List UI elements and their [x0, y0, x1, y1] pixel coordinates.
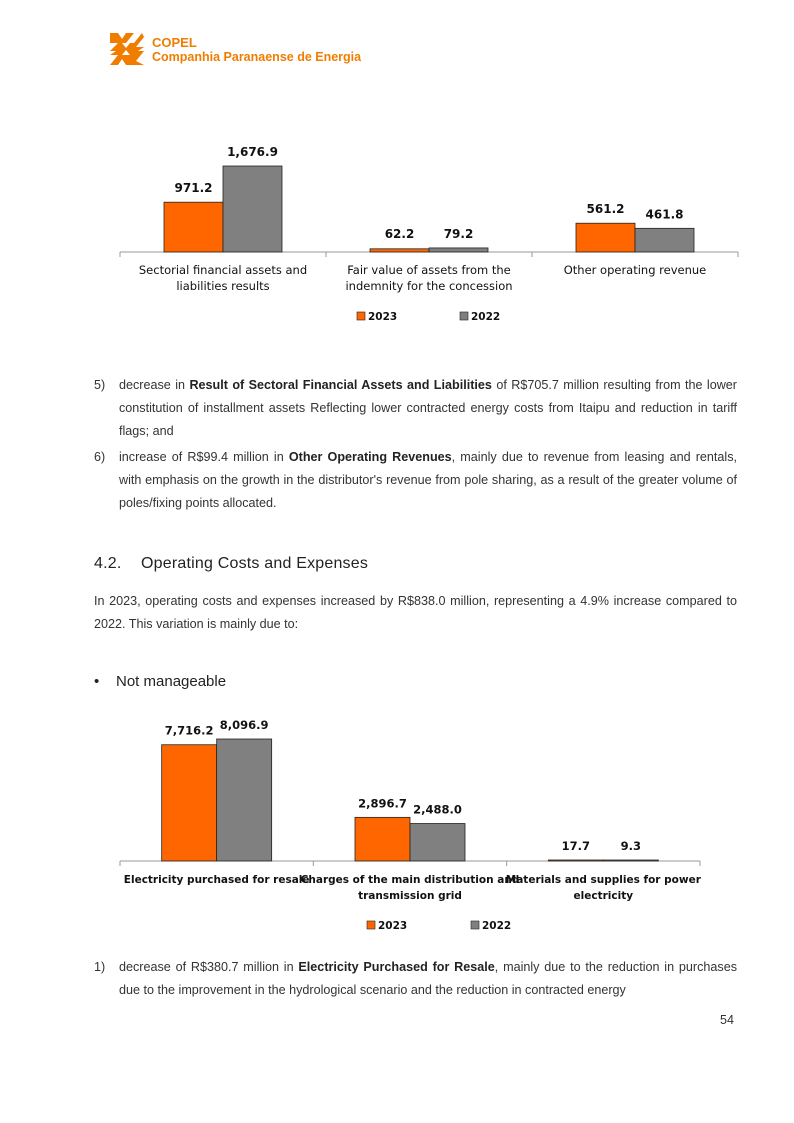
bullet-heading	[94, 673, 226, 690]
section-heading	[94, 555, 368, 573]
item-text-bold: Other Operating Revenues	[288, 450, 452, 464]
item-text-bold: Result of Sectoral Financial Assets and Liabilities	[189, 378, 492, 392]
item-number: 6)	[94, 450, 106, 464]
legend-swatch-2023	[367, 921, 375, 929]
category-label: Electricity purchased for resale	[123, 874, 310, 886]
category-label: Charges of the main distribution and	[300, 874, 520, 886]
data-label: 9.3	[620, 839, 642, 853]
bar-2023-2	[370, 249, 429, 252]
legend-swatch-2022	[471, 921, 479, 929]
item-text-post: , mainly due to revenue from leasing and rentals, with emphasis on the growth in the distributor's revenue from pole sharing, as a result of the greater volume of poles/fixing points allocated.	[119, 450, 738, 510]
section-number: 4.2.	[94, 555, 122, 572]
bar-2023-3	[576, 223, 635, 252]
bar-2022-2	[429, 248, 488, 252]
bullet-icon: •	[94, 673, 100, 690]
bar-2023-1	[164, 202, 223, 252]
category-label: transmission grid	[358, 890, 462, 902]
revenue-bar-chart	[0, 0, 794, 340]
legend-label: 2022	[471, 311, 501, 323]
category-label: liabilities results	[176, 279, 270, 293]
bar-2022-2	[410, 824, 465, 861]
data-label: 62.2	[384, 227, 415, 241]
data-label: 1,676.9	[227, 145, 278, 159]
list-item-5	[94, 374, 737, 443]
list-item-1	[94, 956, 737, 1002]
item-text-post: of R$705.7 million resulting from the lower constitution of installment assets Reflecting lower contracted energy costs from Itaipu and reduction in tariff flags; and	[119, 378, 737, 438]
bullet-text: Not manageable	[116, 673, 227, 690]
bar-2023-3	[548, 860, 603, 861]
category-label: Fair value of assets from the	[347, 263, 511, 277]
item-number: 5)	[94, 378, 106, 392]
data-label: 2,896.7	[358, 796, 407, 811]
item-text-pre: increase of R$99.4 million in	[119, 450, 289, 464]
bar-2023-2	[355, 817, 410, 861]
bar-2022-3	[635, 228, 694, 252]
bar-2022-3	[603, 860, 658, 861]
category-label: Materials and supplies for power	[505, 874, 701, 886]
data-label: 971.2	[174, 181, 213, 196]
data-label: 461.8	[645, 207, 684, 222]
intro-paragraph: In 2023, operating costs and expenses increased by R$838.0 million, representing a 4.9% increase compared to 2022. This variation is mainly due to:	[94, 594, 737, 631]
category-label: indemnity for the concession	[345, 279, 513, 293]
data-label: 2,488.0	[413, 802, 462, 817]
page-number: 54	[720, 1013, 734, 1027]
legend-label: 2023	[378, 920, 408, 932]
item-number: 1)	[94, 960, 106, 974]
data-label: 79.2	[443, 227, 474, 241]
data-label: 17.7	[561, 839, 591, 853]
category-label: Other operating revenue	[563, 263, 707, 277]
item-text-pre: decrease in	[119, 378, 190, 392]
bar-2023-1	[162, 745, 217, 861]
data-label: 8,096.9	[219, 718, 269, 732]
data-label: 561.2	[586, 202, 625, 217]
section-title: Operating Costs and Expenses	[141, 555, 369, 572]
legend-swatch-2023	[357, 312, 365, 320]
item-text-bold: Electricity Purchased for Resale	[298, 960, 495, 974]
bar-2022-1	[223, 166, 282, 252]
costs-bar-chart	[0, 700, 794, 960]
item-text-pre: decrease of R$380.7 million in	[119, 960, 299, 974]
category-label: Sectorial financial assets and	[138, 263, 308, 277]
legend-swatch-2022	[460, 312, 468, 320]
bar-2022-1	[217, 739, 272, 861]
brand-name: COPEL	[152, 35, 197, 50]
company-name: Companhia Paranaense de Energia	[152, 50, 362, 64]
legend-label: 2023	[368, 311, 398, 323]
list-item-6	[94, 446, 737, 515]
data-label: 7,716.2	[164, 723, 214, 738]
category-label: electricity	[573, 890, 634, 902]
legend-label: 2022	[482, 920, 512, 932]
item-text-post: , mainly due to the reduction in purchases due to the improvement in the hydrological scenario and the reduction in contracted energy	[119, 960, 737, 997]
